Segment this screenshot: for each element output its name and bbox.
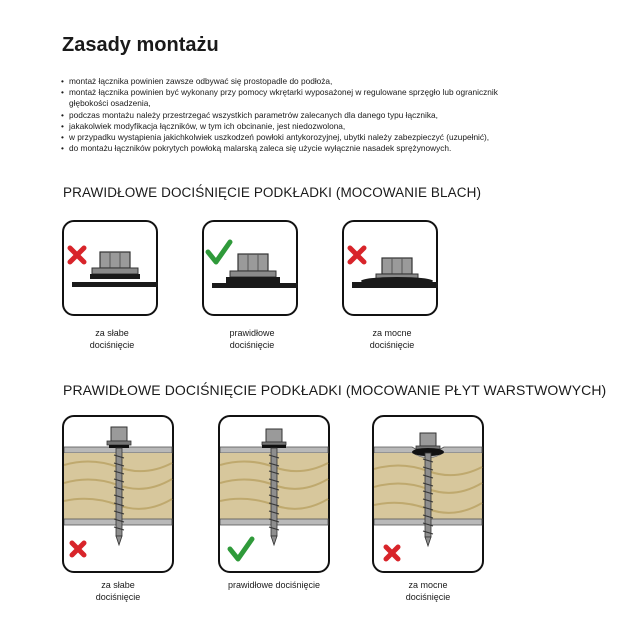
caption: prawidłowe dociśnięcie <box>227 580 321 590</box>
rule-item: • jakakolwiek modyfikacja łączników, w tym ich obcinanie, jest niedozwolona, <box>60 121 600 132</box>
rule-item: • podczas montażu należy przestrzegać wszystkich parametrów zalecanych dla danego typu łącznika, <box>60 110 600 121</box>
rule-item: • montaż łącznika powinien być wykonany przy pomocy wkrętarki wyposażonej w regulowane sprzęgło lub ogranicznik <box>60 87 600 98</box>
page-title: Zasady montażu <box>62 34 219 56</box>
section-heading-sheets: PRAWIDŁOWE DOCIŚNIĘCIE PODKŁADKI (MOCOWANIE BLACH) <box>63 185 482 200</box>
caption: za słabe dociśnięcie <box>89 328 135 350</box>
caption: za mocne dociśnięcie <box>405 580 451 602</box>
screw-head-icon <box>72 252 158 287</box>
rule-item: • do montażu łączników pokrytych powłoką malarską zaleca się użycie wyłącznie nasadek sprężynowych. <box>60 143 600 154</box>
panel-sheet-correct <box>202 220 298 316</box>
check-icon <box>208 242 230 262</box>
rules-list <box>60 76 600 154</box>
rule-item: • montaż łącznika powinien zawsze odbywać się prostopadle do podłoża, <box>60 76 600 87</box>
rule-item: • w przypadku wystąpienia jakichkolwiek uszkodzeń powłoki antykorozyjnej, ubytki należy zabezpieczyć (uzupełnić), <box>60 132 600 143</box>
panel-sandwich-too-tight <box>372 415 484 573</box>
cross-icon <box>386 547 398 559</box>
panel-sheet-too-loose <box>62 220 158 316</box>
rule-item-continuation: głębokości osadzenia, <box>69 98 151 109</box>
cross-icon <box>350 248 364 262</box>
cross-icon <box>72 543 84 555</box>
caption: za mocne dociśnięcie <box>369 328 415 350</box>
caption: za słabe dociśnięcie <box>95 580 141 602</box>
panel-sheet-too-tight <box>342 220 438 316</box>
panel-sandwich-too-loose <box>62 415 174 573</box>
section-heading-panels: PRAWIDŁOWE DOCIŚNIĘCIE PODKŁADKI (MOCOWANIE PŁYT WARSTWOWYCH) <box>63 382 607 398</box>
check-icon <box>230 539 252 559</box>
cross-icon <box>70 248 84 262</box>
caption: prawidłowe dociśnięcie <box>229 328 275 350</box>
screw-head-icon <box>212 254 298 288</box>
panel-sandwich-correct <box>218 415 330 573</box>
